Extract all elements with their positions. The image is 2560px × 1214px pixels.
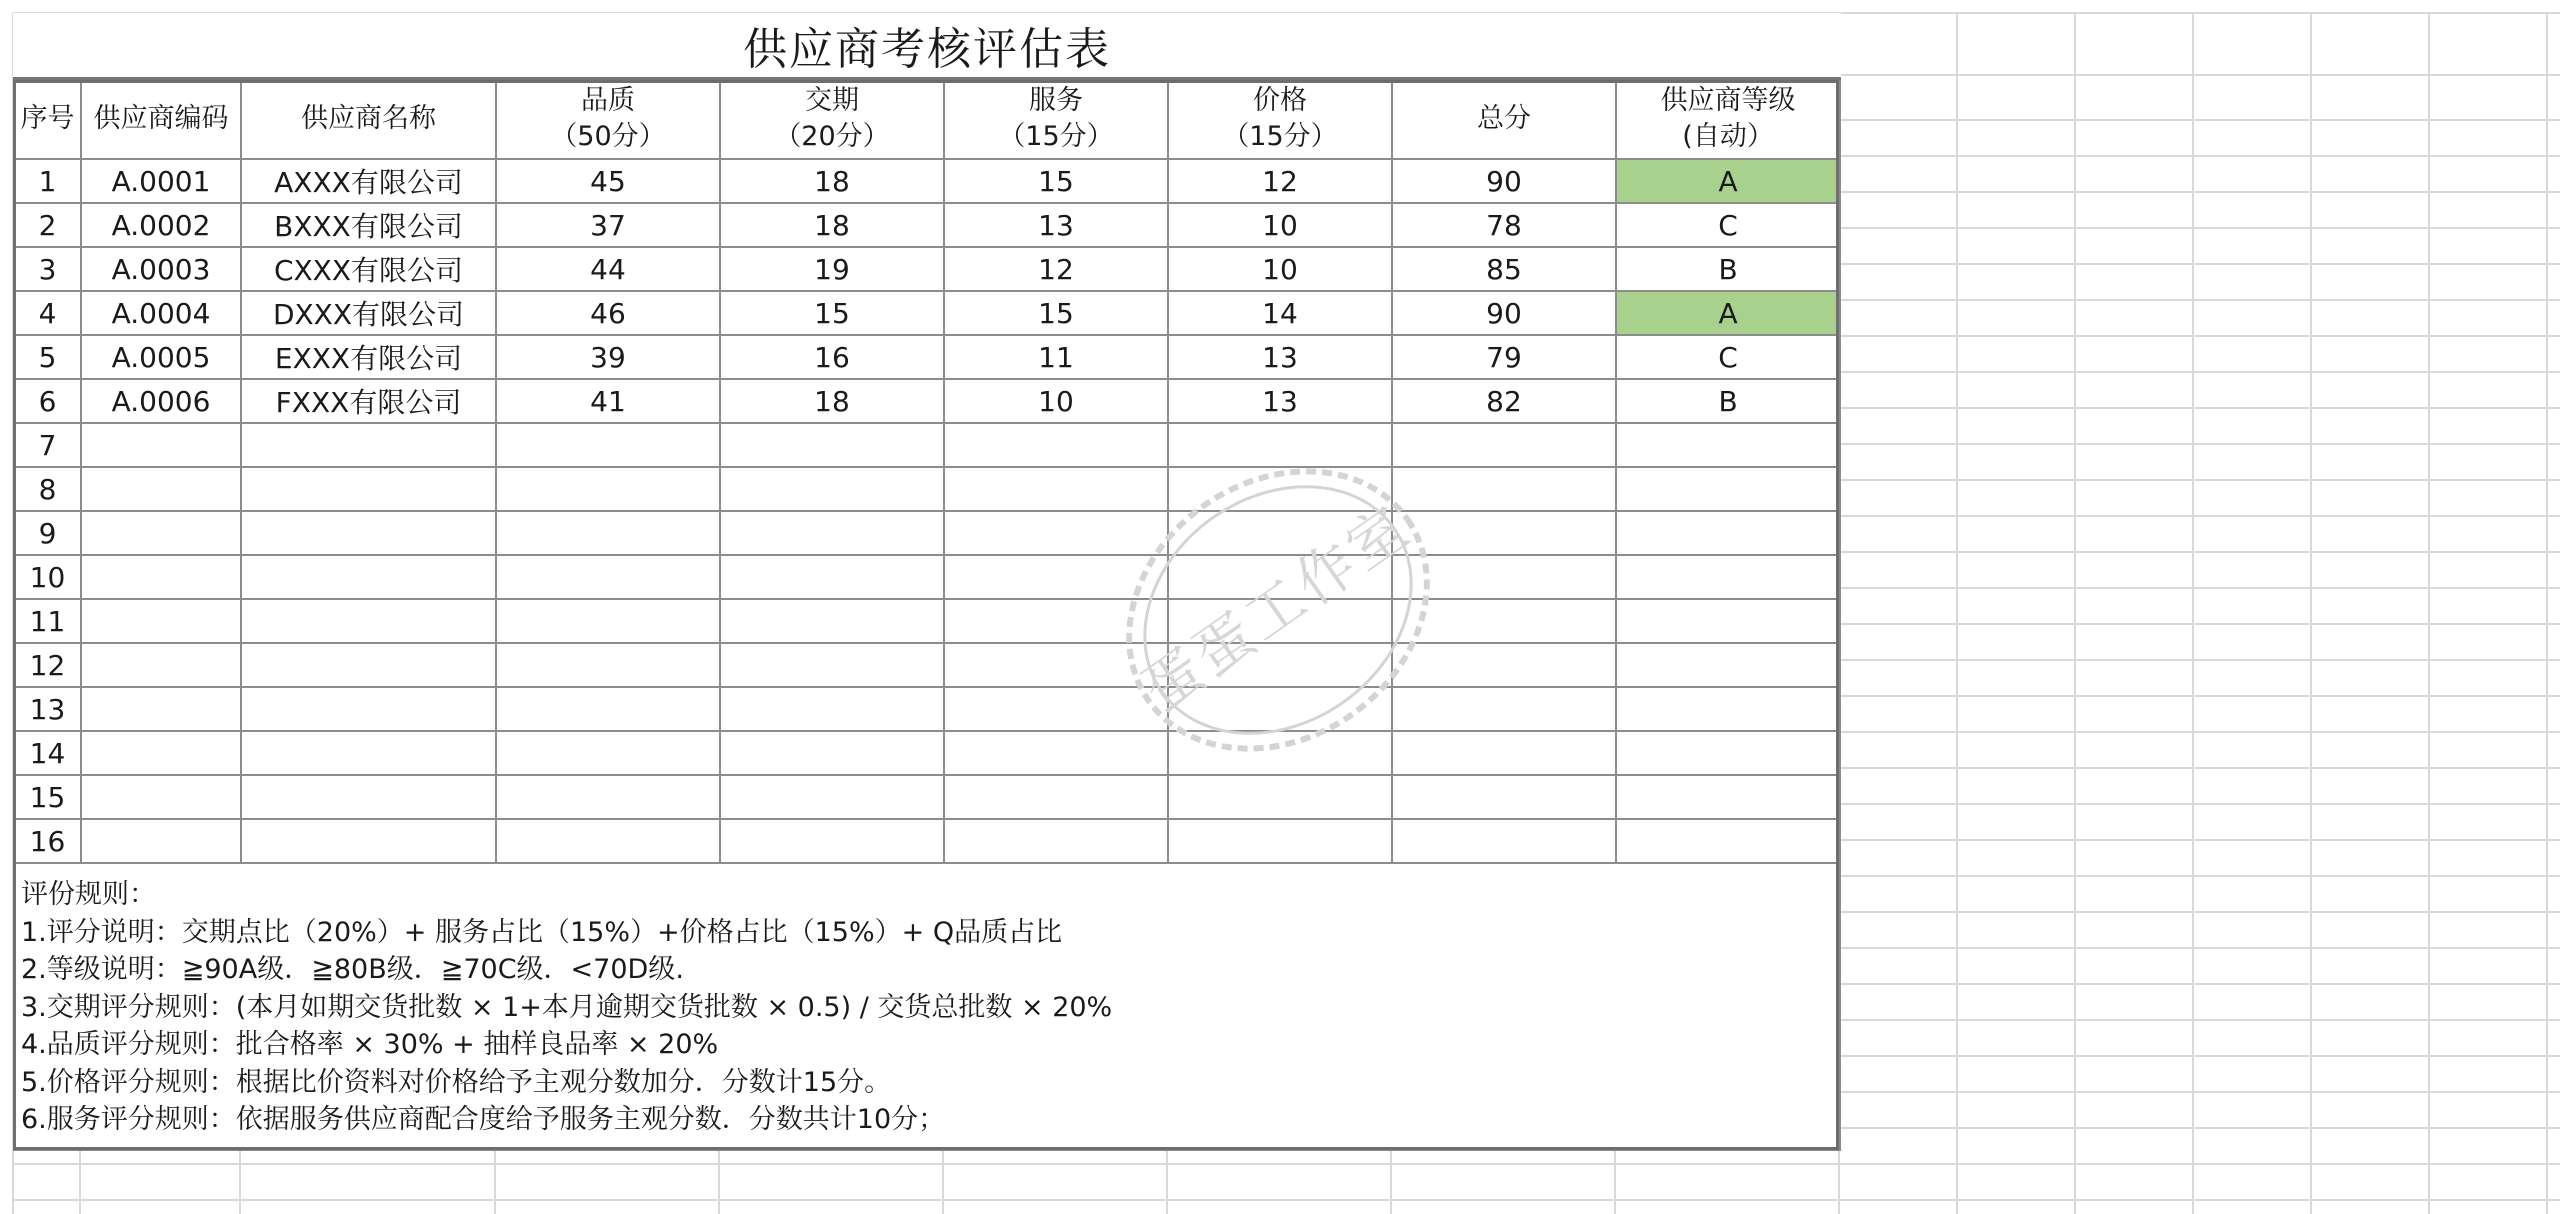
table-row [14,775,1840,819]
cell-code: A.0005 [81,335,241,379]
cell-name: BXXX有限公司 [241,203,496,247]
table-row [14,819,1840,863]
cell-service [944,819,1168,863]
cell-service [944,467,1168,511]
cell-service: 13 [944,203,1168,247]
cell-name [241,555,496,599]
cell-code [81,819,241,863]
cell-no: 2 [14,203,81,247]
cell-code [81,511,241,555]
cell-delivery [720,775,944,819]
table-row [14,335,1840,379]
col-header-delivery-label: 交期 [805,85,859,116]
cell-no: 4 [14,291,81,335]
cell-no: 3 [14,247,81,291]
table-row [14,159,1840,203]
cell-price: 13 [1168,335,1392,379]
cell-code [81,555,241,599]
cell-service [944,511,1168,555]
cell-service: 11 [944,335,1168,379]
cell-total [1392,423,1616,467]
cell-name [241,599,496,643]
cell-delivery [720,643,944,687]
cell-service [944,555,1168,599]
cell-delivery [720,687,944,731]
table-row [14,423,1840,467]
col-header-grade [1616,79,1840,160]
cell-service [944,731,1168,775]
cell-delivery [720,423,944,467]
cell-price [1168,555,1392,599]
table-row [14,379,1840,423]
table-row [14,247,1840,291]
cell-quality [496,731,720,775]
cell-total [1392,775,1616,819]
cell-grade: C [1616,203,1840,247]
cell-code: A.0006 [81,379,241,423]
table-row [14,731,1840,775]
col-header-quality [496,79,720,160]
rule-line: 评份规则： [21,879,156,910]
cell-price [1168,687,1392,731]
rule-line: 1.评分说明：交期点比（20%）+ 服务占比（15%）+价格占比（15%）+ Q品质占比 [21,916,1063,948]
col-header-service-points: （15分） [998,121,1114,152]
cell-total [1392,643,1616,687]
col-header-service-label: 服务 [1029,85,1083,116]
cell-code [81,599,241,643]
cell-quality [496,423,720,467]
col-header-code: 供应商编码 [81,79,241,160]
cell-code [81,687,241,731]
cell-code [81,731,241,775]
cell-grade [1616,599,1840,643]
col-header-price [1168,79,1392,160]
cell-grade [1616,643,1840,687]
cell-no: 13 [14,687,81,731]
cell-delivery: 16 [720,335,944,379]
cell-quality: 39 [496,335,720,379]
col-header-quality-label: 品质 [581,85,635,116]
cell-grade: A [1616,291,1840,335]
cell-delivery [720,467,944,511]
cell-grade: B [1616,247,1840,291]
cell-delivery [720,511,944,555]
cell-price [1168,643,1392,687]
col-header-service [944,79,1168,160]
cell-no: 12 [14,643,81,687]
cell-total: 90 [1392,159,1616,203]
cell-name [241,687,496,731]
cell-delivery [720,731,944,775]
cell-price [1168,775,1392,819]
cell-service [944,599,1168,643]
cell-price [1168,511,1392,555]
cell-service [944,643,1168,687]
cell-delivery: 18 [720,159,944,203]
cell-delivery: 18 [720,203,944,247]
cell-total: 78 [1392,203,1616,247]
table-row [14,687,1840,731]
cell-name [241,643,496,687]
cell-no: 16 [14,819,81,863]
cell-grade [1616,731,1840,775]
cell-total [1392,467,1616,511]
cell-price [1168,423,1392,467]
cell-delivery [720,819,944,863]
cell-quality: 46 [496,291,720,335]
cell-quality [496,599,720,643]
cell-total [1392,555,1616,599]
col-header-quality-points: （50分） [550,121,666,152]
cell-grade [1616,555,1840,599]
cell-name [241,511,496,555]
cell-quality [496,511,720,555]
cell-name [241,819,496,863]
cell-total: 85 [1392,247,1616,291]
table-row [14,203,1840,247]
supplier-evaluation-table [13,13,1841,1151]
page-title: 供应商考核评估表 [14,13,1840,79]
cell-grade [1616,423,1840,467]
cell-name [241,775,496,819]
cell-code: A.0003 [81,247,241,291]
cell-delivery [720,555,944,599]
cell-no: 14 [14,731,81,775]
evaluation-rules [14,863,1840,1150]
cell-grade [1616,819,1840,863]
cell-quality: 45 [496,159,720,203]
header-row [14,79,1840,160]
col-header-delivery [720,79,944,160]
cell-quality: 41 [496,379,720,423]
cell-no: 8 [14,467,81,511]
cell-total: 79 [1392,335,1616,379]
cell-price: 13 [1168,379,1392,423]
rule-line: 6.服务评分规则：依据服务供应商配合度给予服务主观分数．分数共计10分； [21,1104,946,1135]
cell-quality [496,555,720,599]
cell-delivery: 15 [720,291,944,335]
rule-line: 4.品质评分规则：批合格率 × 30% + 抽样良品率 × 20% [21,1029,719,1060]
cell-service: 15 [944,159,1168,203]
cell-grade [1616,467,1840,511]
cell-total [1392,731,1616,775]
cell-price: 10 [1168,203,1392,247]
cell-total: 82 [1392,379,1616,423]
table-row [14,511,1840,555]
cell-quality: 37 [496,203,720,247]
cell-no: 15 [14,775,81,819]
cell-service [944,423,1168,467]
cell-name: FXXX有限公司 [241,379,496,423]
cell-name: EXXX有限公司 [241,335,496,379]
col-header-price-label: 价格 [1253,85,1307,116]
cell-code: A.0001 [81,159,241,203]
cell-grade [1616,775,1840,819]
table-row [14,291,1840,335]
cell-code [81,467,241,511]
cell-service [944,775,1168,819]
cell-name [241,731,496,775]
rule-line: 5.价格评分规则：根据比价资料对价格给予主观分数加分．分数计15分。 [21,1066,892,1098]
cell-name [241,423,496,467]
cell-total: 90 [1392,291,1616,335]
cell-price [1168,819,1392,863]
cell-grade: A [1616,159,1840,203]
cell-quality [496,467,720,511]
watermark-text: 蛋蛋工作室 [1130,491,1424,726]
cell-name: CXXX有限公司 [241,247,496,291]
cell-price [1168,599,1392,643]
cell-quality [496,775,720,819]
table-row [14,467,1840,511]
cell-total [1392,599,1616,643]
cell-name: AXXX有限公司 [241,159,496,203]
col-header-name: 供应商名称 [241,79,496,160]
cell-total [1392,687,1616,731]
col-header-price-points: （15分） [1222,121,1338,152]
table-row [14,643,1840,687]
cell-delivery: 18 [720,379,944,423]
cell-price: 12 [1168,159,1392,203]
col-header-no: 序号 [14,79,81,160]
cell-quality [496,687,720,731]
cell-code [81,643,241,687]
cell-delivery [720,599,944,643]
cell-code: A.0004 [81,291,241,335]
cell-grade: B [1616,379,1840,423]
cell-no: 7 [14,423,81,467]
cell-name [241,467,496,511]
col-header-delivery-points: （20分） [774,121,890,152]
cell-no: 5 [14,335,81,379]
cell-price: 14 [1168,291,1392,335]
cell-service: 12 [944,247,1168,291]
cell-quality [496,819,720,863]
cell-grade [1616,511,1840,555]
cell-code: A.0002 [81,203,241,247]
cell-no: 6 [14,379,81,423]
cell-code [81,775,241,819]
cell-total [1392,511,1616,555]
cell-quality: 44 [496,247,720,291]
col-header-grade-label: 供应商等级 [1660,85,1796,116]
cell-service: 15 [944,291,1168,335]
cell-service [944,687,1168,731]
cell-grade [1616,687,1840,731]
col-header-total: 总分 [1392,79,1616,160]
col-header-grade-auto: (自动） [1682,121,1774,152]
cell-price: 10 [1168,247,1392,291]
cell-no: 11 [14,599,81,643]
cell-grade: C [1616,335,1840,379]
table-row [14,555,1840,599]
cell-code [81,423,241,467]
cell-service: 10 [944,379,1168,423]
cell-no: 1 [14,159,81,203]
cell-price [1168,467,1392,511]
table-row [14,599,1840,643]
cell-price [1168,731,1392,775]
cell-total [1392,819,1616,863]
cell-no: 10 [14,555,81,599]
cell-no: 9 [14,511,81,555]
rule-line: 2.等级说明：≧90A级．≧80B级．≧70C级．<70D级. [21,954,684,985]
cell-quality [496,643,720,687]
cell-name: DXXX有限公司 [241,291,496,335]
cell-delivery: 19 [720,247,944,291]
rule-line: 3.交期评分规则：(本月如期交货批数 × 1+本月逾期交货批数 × 0.5) / 交货总批数 × 20% [21,991,1113,1023]
